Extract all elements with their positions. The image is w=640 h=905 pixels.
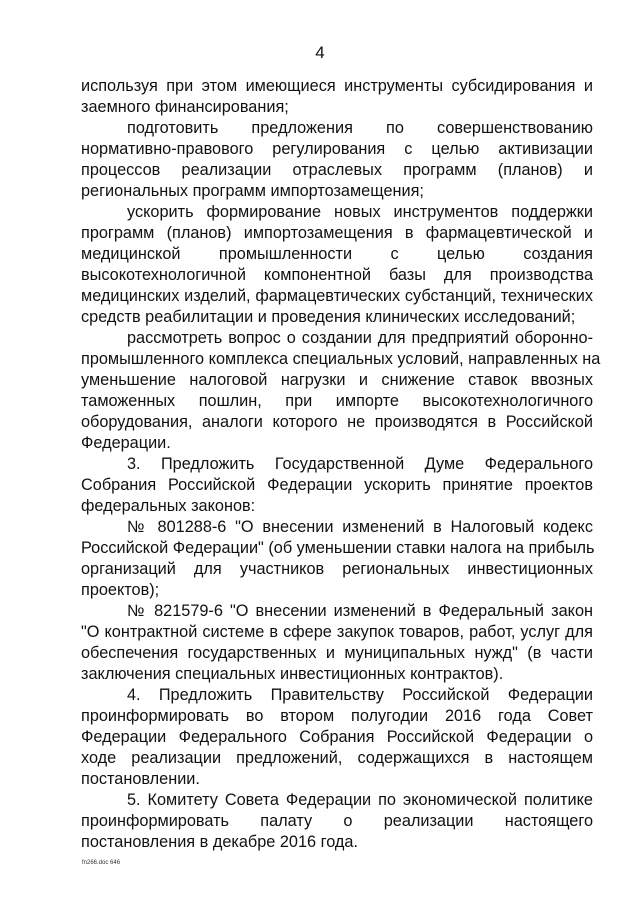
text-line: подготовить предложения по совершенствованию — [127, 119, 593, 137]
text-line: постановлении. — [81, 770, 200, 788]
text-line: оборудования, аналоги которого не производятся в Российской — [81, 413, 593, 431]
text-line: таможенных пошлин, при импорте высокотехнологичного — [81, 392, 593, 410]
document-body — [81, 76, 601, 853]
text-line: № 821579-6 "О внесении изменений в Федеральный закон — [127, 602, 593, 620]
text-line: медицинской промышленности с целью создания — [81, 245, 593, 263]
text-line: организаций для участников региональных инвестиционных — [81, 560, 593, 578]
text-line: Федерации. — [81, 434, 171, 452]
paragraph — [81, 790, 593, 853]
paragraph — [81, 685, 593, 790]
text-line: нормативно-правового регулирования с целью активизации — [81, 140, 593, 158]
text-line: ускорить формирование новых инструментов поддержки — [127, 203, 593, 221]
text-line: "О контрактной системе в сфере закупок товаров, работ, услуг для — [81, 623, 593, 641]
text-line: Федерации Федерального Собрания Российской Федерации о — [81, 728, 593, 746]
paragraph — [81, 517, 593, 601]
text-line: проектов); — [81, 581, 160, 599]
text-line: высокотехнологичной компонентной базы для производства — [81, 266, 593, 284]
text-line: медицинских изделий, фармацевтических субстанций, технических — [81, 287, 593, 305]
text-line: ходе реализации предложений, содержащихся в настоящем — [81, 749, 593, 767]
text-line: постановления в декабре 2016 года. — [81, 833, 358, 851]
text-line: промышленного комплекса специальных условий, направленных на — [81, 350, 601, 368]
text-line: 5. Комитету Совета Федерации по экономической политике — [127, 791, 593, 809]
text-line: средств реабилитации и проведения клинических исследований; — [81, 308, 576, 326]
text-line: проинформировать палату о реализации настоящего — [81, 812, 593, 830]
text-line: 4. Предложить Правительству Российской Федерации — [127, 686, 593, 704]
text-line: рассмотреть вопрос о создании для предприятий оборонно- — [127, 329, 593, 347]
text-line: Российской Федерации" (об уменьшении ставки налога на прибыль — [81, 539, 595, 557]
text-line: федеральных законов: — [81, 497, 256, 515]
page-number: 4 — [315, 43, 325, 62]
text-line: 3. Предложить Государственной Думе Федерального — [127, 455, 593, 473]
text-line: программ (планов) импортозамещения в фармацевтической и — [81, 224, 593, 242]
text-line: Собрания Российской Федерации ускорить принятие проектов — [81, 476, 593, 494]
text-line: заемного финансирования; — [81, 98, 289, 116]
text-line: используя при этом имеющиеся инструменты субсидирования и — [81, 77, 593, 95]
paragraph — [81, 76, 593, 118]
text-line: обеспечения государственных и муниципальных нужд" (в части — [81, 644, 593, 662]
text-line: региональных программ импортозамещения; — [81, 182, 424, 200]
paragraph — [81, 601, 593, 685]
text-line: проинформировать во втором полугодии 2016 года Совет — [81, 707, 593, 725]
paragraph — [81, 118, 593, 202]
footer-file-code: fn266.doc 646 — [82, 860, 121, 866]
text-line: № 801288-6 "О внесении изменений в Налоговый кодекс — [127, 518, 593, 536]
text-line: процессов реализации отраслевых программ (планов) и — [81, 161, 593, 179]
paragraph — [81, 328, 601, 454]
paragraph — [81, 202, 593, 328]
text-line: заключения специальных инвестиционных контрактов). — [81, 665, 504, 683]
paragraph — [81, 454, 593, 517]
text-line: уменьшение налоговой нагрузки и снижение ставок ввозных — [81, 371, 593, 389]
